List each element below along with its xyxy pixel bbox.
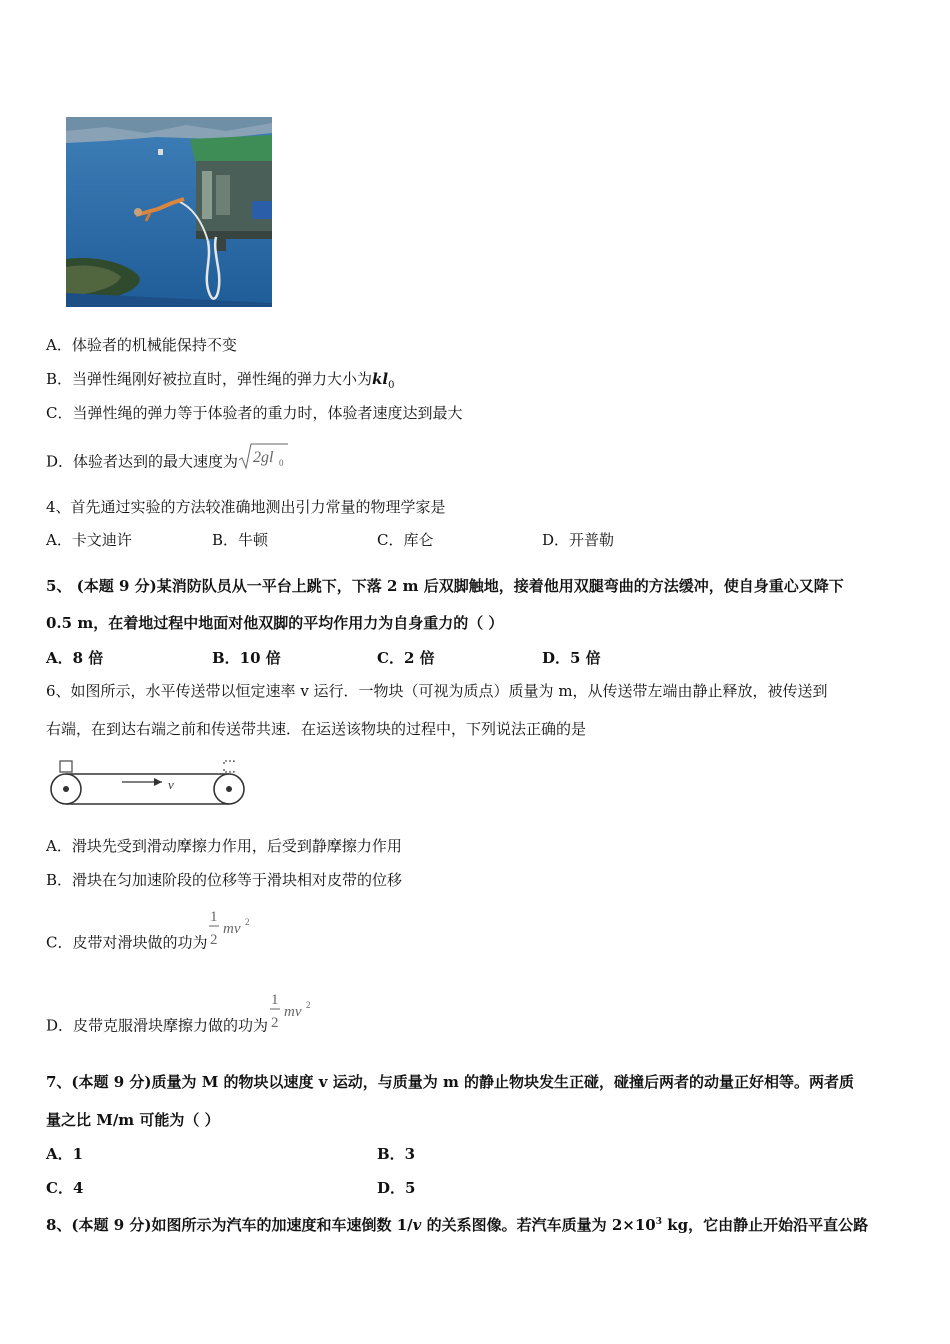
fraction-half-mv2	[207, 905, 255, 982]
q4-option-a: A．卡文迪许	[46, 531, 132, 549]
frac-superscript: 2	[245, 917, 250, 927]
q5-stem-line2: 0.5 m，在着地过程中地面对他双脚的平均作用力为自身重力的（ ）	[46, 614, 504, 632]
q3-option-b: B．当弹性绳刚好被拉直时，弹性绳的弹力大小为$kl_0$	[46, 370, 395, 391]
q7-option-c: C．4	[46, 1179, 84, 1197]
bungee-jump-image	[66, 117, 272, 307]
frac-expression: mv	[223, 921, 241, 937]
q3-option-d: D．体验者达到的最大速度为 2gl 0	[46, 440, 288, 485]
q6-stem-line1: 6、如图所示，水平传送带以恒定速率 v 运行．一物块（可视为质点）质量为 m，从传送带左端由静止释放，被传送到	[46, 682, 828, 700]
q7-option-a: A．1	[46, 1145, 84, 1163]
q6-stem-line2: 右端，在到达右端之前和传送带共速．在运送该物块的过程中，下列说法正确的是	[46, 720, 587, 738]
frac-denominator: 2	[271, 1015, 279, 1031]
q5-option-b: B．10 倍	[212, 649, 281, 667]
q5-stem-line1: 5、 (本题 9 分)某消防队员从一平台上跳下，下落 2 m 后双脚触地，接着他用双腿弯曲的方法缓冲，使自身重心又降下	[46, 577, 844, 595]
conveyor-belt-figure	[48, 758, 248, 810]
q8-stem-line1: 8、(本题 9 分)如图所示为汽车的加速度和车速倒数 1/v 的关系图像。若汽车质量为 $2\times 10^3$ kg，它由静止开始沿平直公路	[46, 1216, 869, 1234]
frac-superscript: 2	[306, 1000, 311, 1010]
frac-denominator: 2	[210, 932, 218, 948]
q4-option-b: B．牛顿	[212, 531, 269, 549]
frac-numerator: 1	[271, 992, 279, 1008]
q7-option-d: D．5	[377, 1179, 416, 1197]
q5-option-c: C．2 倍	[377, 649, 435, 667]
sqrt-subscript: 0	[279, 458, 284, 468]
sqrt-radicand: 2gl	[253, 449, 274, 466]
q6-option-b: B．滑块在匀加速阶段的位移等于滑块相对皮带的位移	[46, 871, 403, 889]
q5-option-a: A．8 倍	[46, 649, 104, 667]
q6-option-d: D．皮带克服滑块摩擦力做的功为 1 2 mv 2	[46, 988, 316, 1050]
belt-velocity-label: v	[168, 777, 174, 792]
q7-stem-line1: 7、(本题 9 分)质量为 M 的物块以速度 v 运动，与质量为 m 的静止物块发生正碰，碰撞后两者的动量正好相等。两者质	[46, 1073, 855, 1091]
q4-stem: 4、首先通过实验的方法较准确地测出引力常量的物理学家是	[46, 498, 446, 516]
sqrt-expression	[238, 440, 288, 485]
q7-stem-line2: 量之比 M/m 可能为（ ）	[46, 1111, 220, 1129]
q5-option-d: D．5 倍	[542, 649, 601, 667]
q3-option-a: A．体验者的机械能保持不变	[46, 336, 237, 354]
fraction-half-mv2	[268, 988, 316, 1065]
q4-option-d: D．开普勒	[542, 531, 615, 549]
frac-numerator: 1	[210, 909, 218, 925]
q6-option-c: C．皮带对滑块做的功为 1 2 mv 2	[46, 905, 255, 967]
q3-option-c: C．当弹性绳的弹力等于体验者的重力时，体验者速度达到最大	[46, 404, 463, 422]
q7-option-b: B．3	[377, 1145, 416, 1163]
bungee-jump-photo	[66, 117, 272, 307]
frac-expression: mv	[284, 1004, 302, 1020]
q6-option-a: A．滑块先受到滑动摩擦力作用，后受到静摩擦力作用	[46, 837, 402, 855]
q4-option-c: C．库仑	[377, 531, 434, 549]
